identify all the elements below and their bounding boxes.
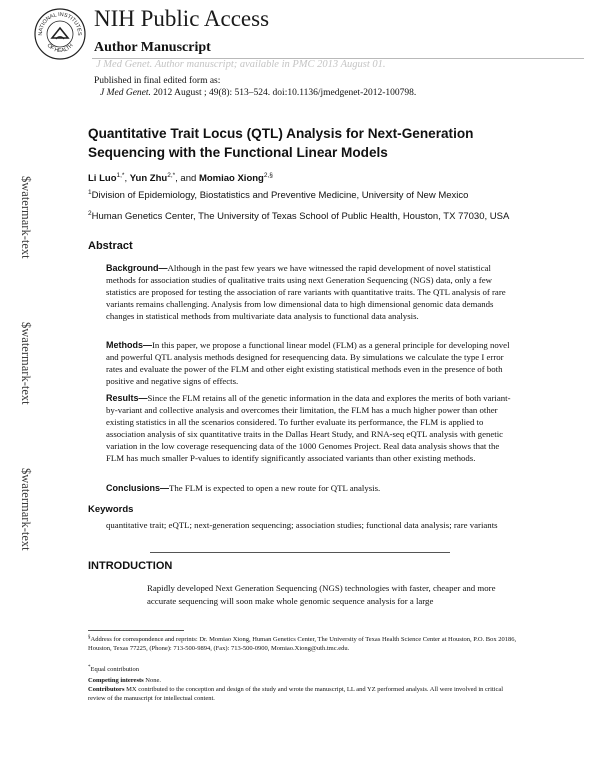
section-divider (150, 552, 450, 553)
footnote-text: MX contributed to the conception and design of the study and wrote the manuscript, LL and YZ performed analysis. All were involved in critical review of the manuscript for intellectual content. (88, 686, 504, 702)
published-label: Published in final edited form as: (94, 76, 221, 86)
abstract-methods (106, 339, 518, 387)
author-separator: , and (175, 173, 199, 185)
author-list (88, 172, 273, 184)
availability-journal: J Med Genet. (96, 59, 153, 70)
footnote-competing-interests (88, 677, 518, 686)
author-name: Momiao Xiong (198, 173, 264, 185)
logo-text-bottom: OF HEALTH (45, 42, 75, 55)
availability-text: Author manuscript; available in PMC 2013 August 01. (154, 59, 386, 70)
brand-title: NIH Public Access (94, 6, 270, 31)
keywords-heading: Keywords (88, 504, 134, 515)
citation-journal: J Med Genet. (100, 88, 151, 98)
affiliation-mark: 1 (88, 189, 92, 196)
affiliation (88, 186, 468, 202)
affiliation-text: Division of Epidemiology, Biostatistics and Preventive Medicine, University of New Mexico (91, 190, 469, 202)
watermark: $watermark-text (19, 322, 33, 405)
author-name: Li Luo (88, 173, 117, 185)
affiliation (88, 207, 518, 223)
paragraph-text: The FLM is expected to open a new route for QTL analysis. (169, 483, 381, 493)
author-marks: 1,* (116, 172, 125, 179)
section-label: Author Manuscript (94, 40, 211, 55)
paragraph-text: In this paper, we propose a functional linear model (FLM) as a general principle for developing novel and powerful QTL analysis methods designed for resequencing data. By simulations we calculate the type I error rates and evaluate the power of the FLM and other eight existing statistical methods even in the presence of both positive and negative signs of effects. (106, 340, 510, 386)
availability-line (96, 59, 386, 70)
abstract-conclusions (106, 482, 518, 494)
author-name: Yun Zhu (129, 173, 168, 185)
paragraph-text: Since the FLM retains all of the genetic information in the data and explores the merits of both variant-by-variant and collective analysis and overcomes their limitation, the FLM has a much higher power than other existing statistics in all the scenarios considered. To further evaluate its performance, the FLM is applied to association analysis of six quantitative traits in the Dallas Heart Study, and RNA-seq eQTL analysis with genetic variation in the low coverage resequencing data of the 1000 Genomes Project. Real data analysis shows that the FLM has much smaller P-values to identify significantly associated variants than other existing methods. (106, 393, 511, 463)
footnote-text: Equal contribution (90, 666, 140, 674)
footnote-text: None. (143, 677, 162, 684)
watermark: $watermark-text (19, 176, 33, 259)
footnote-contributors (88, 686, 518, 703)
footnote-label: Competing interests (88, 677, 144, 684)
citation-details: 2012 August ; 49(8): 513–524. doi:10.1136/jmedgenet-2012-100798. (153, 88, 417, 98)
nih-logo (34, 8, 86, 60)
author-separator: , (124, 173, 130, 185)
affiliation-text: Human Genetics Center, The University of Texas School of Public Health, Houston, TX 77030, USA (91, 211, 510, 223)
keywords-list: quantitative trait; eQTL; next-generation sequencing; association studies; functional data analysis; rare variants (106, 520, 498, 530)
watermark: $watermark-text (19, 468, 33, 551)
introduction-heading: INTRODUCTION (88, 560, 173, 572)
abstract-results (106, 392, 518, 464)
paragraph-label: Results— (106, 393, 148, 403)
paragraph-label: Methods— (106, 340, 152, 350)
paragraph-label: Background— (106, 263, 168, 273)
footnote-mark: * (88, 665, 91, 670)
footnote-divider (88, 630, 184, 631)
paragraph-text: Although in the past few years we have witnessed the rapid development of novel statistical methods for association studies of qualitative traits using next Generation Sequencing (NGS) data, only a few statistics are proposed for testing the association of rare variants with quantitative traits. The QTL analysis of rare variants remains challenging. Analysis from low dimensional data to high dimensional genomic data demands changes in statistical methods from multivariate data analysis to functional data analysis. (106, 263, 506, 321)
footnote-mark: § (88, 635, 91, 640)
footnote-label: Contributors (88, 686, 125, 693)
author-marks: 2,* (167, 172, 176, 179)
paper-title: Quantitative Trait Locus (QTL) Analysis for Next-Generation Sequencing with the Functional Linear Models (88, 126, 474, 160)
footnote-equal-contribution (88, 664, 518, 675)
author-marks: 2,§ (263, 172, 273, 179)
paragraph-label: Conclusions— (106, 483, 170, 493)
abstract-heading: Abstract (88, 240, 133, 252)
footnote-text: Address for correspondence and reprints: Dr. Momiao Xiong, Human Genetics Center, The University of Texas Health Science Center at Houston, P.O. Box 20186, Houston, Texas 77225, (Phone): 713-500-9894, (Fax): 713-500-0900, Momiao.Xiong@uth.tmc.edu. (88, 636, 517, 652)
svg-text:OF HEALTH (46, 43, 75, 54)
affiliation-mark: 2 (88, 210, 92, 217)
footnote-correspondence (88, 634, 518, 653)
logo-text-top: NATIONAL INSTITUTES (37, 11, 83, 36)
citation (100, 88, 416, 98)
abstract-background (106, 262, 518, 322)
svg-text:NATIONAL INSTITUTES (38, 12, 82, 36)
introduction-text: Rapidly developed Next Generation Sequencing (NGS) technologies with faster, cheaper and more accurate sequencing will soon make whole genomic sequence analysis for a large (147, 583, 496, 606)
